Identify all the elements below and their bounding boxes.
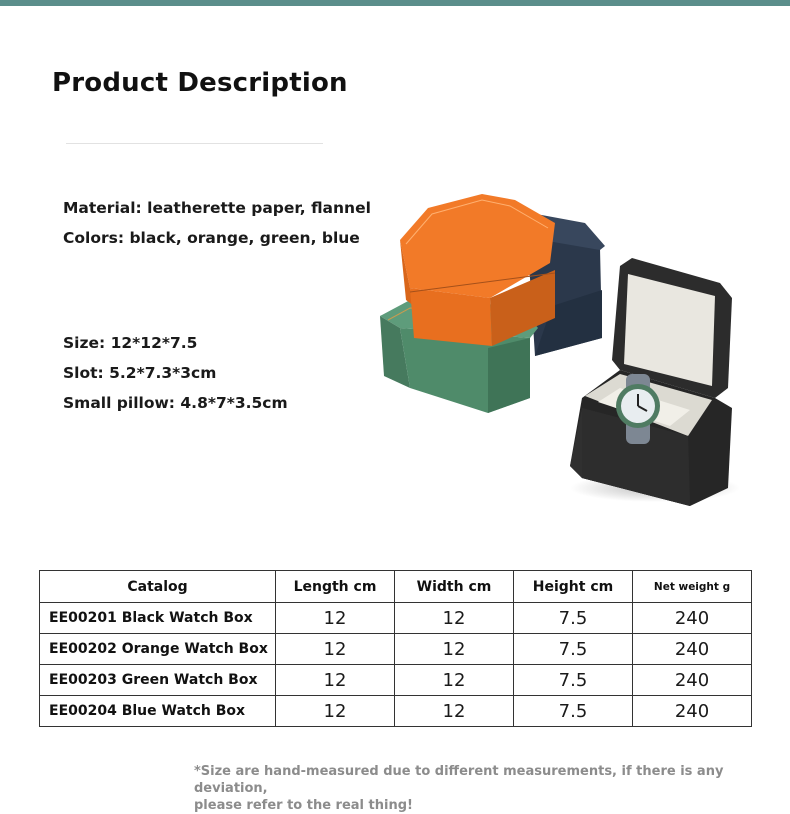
header-length: Length cm (276, 571, 395, 603)
table-row (40, 634, 752, 665)
footnote (194, 763, 774, 814)
cell-width: 12 (395, 696, 514, 727)
product-image (370, 188, 750, 513)
cell-net-weight: 240 (633, 665, 752, 696)
spec-material: Material: leatherette paper, flannel (63, 199, 371, 217)
table-row (40, 603, 752, 634)
cell-length: 12 (276, 634, 395, 665)
cell-length: 12 (276, 665, 395, 696)
cell-net-weight: 240 (633, 603, 752, 634)
cell-height: 7.5 (514, 665, 633, 696)
cell-catalog: EE00203 Green Watch Box (40, 665, 276, 696)
cell-width: 12 (395, 665, 514, 696)
header-height: Height cm (514, 571, 633, 603)
title-divider (66, 143, 323, 144)
header-catalog: Catalog (40, 571, 276, 603)
header-net-weight: Net weight g (633, 571, 752, 603)
spec-colors: Colors: black, orange, green, blue (63, 229, 360, 247)
cell-catalog: EE00201 Black Watch Box (40, 603, 276, 634)
table-row (40, 696, 752, 727)
cell-catalog: EE00204 Blue Watch Box (40, 696, 276, 727)
spec-size: Size: 12*12*7.5 (63, 334, 198, 352)
orange-box (400, 194, 555, 346)
footnote-line-1: *Size are hand-measured due to different measurements, if there is any deviation, (194, 764, 724, 796)
cell-width: 12 (395, 603, 514, 634)
header-width: Width cm (395, 571, 514, 603)
cell-height: 7.5 (514, 603, 633, 634)
cell-width: 12 (395, 634, 514, 665)
spec-pillow: Small pillow: 4.8*7*3.5cm (63, 394, 288, 412)
table-header-row (40, 571, 752, 603)
cell-net-weight: 240 (633, 634, 752, 665)
cell-net-weight: 240 (633, 696, 752, 727)
spec-table (39, 570, 752, 727)
cell-length: 12 (276, 603, 395, 634)
page-title: Product Description (52, 68, 348, 98)
top-accent-band (0, 0, 790, 6)
footnote-line-2: please refer to the real thing! (194, 798, 413, 813)
table-row (40, 665, 752, 696)
cell-length: 12 (276, 696, 395, 727)
cell-height: 7.5 (514, 696, 633, 727)
cell-height: 7.5 (514, 634, 633, 665)
spec-slot: Slot: 5.2*7.3*3cm (63, 364, 217, 382)
cell-catalog: EE00202 Orange Watch Box (40, 634, 276, 665)
